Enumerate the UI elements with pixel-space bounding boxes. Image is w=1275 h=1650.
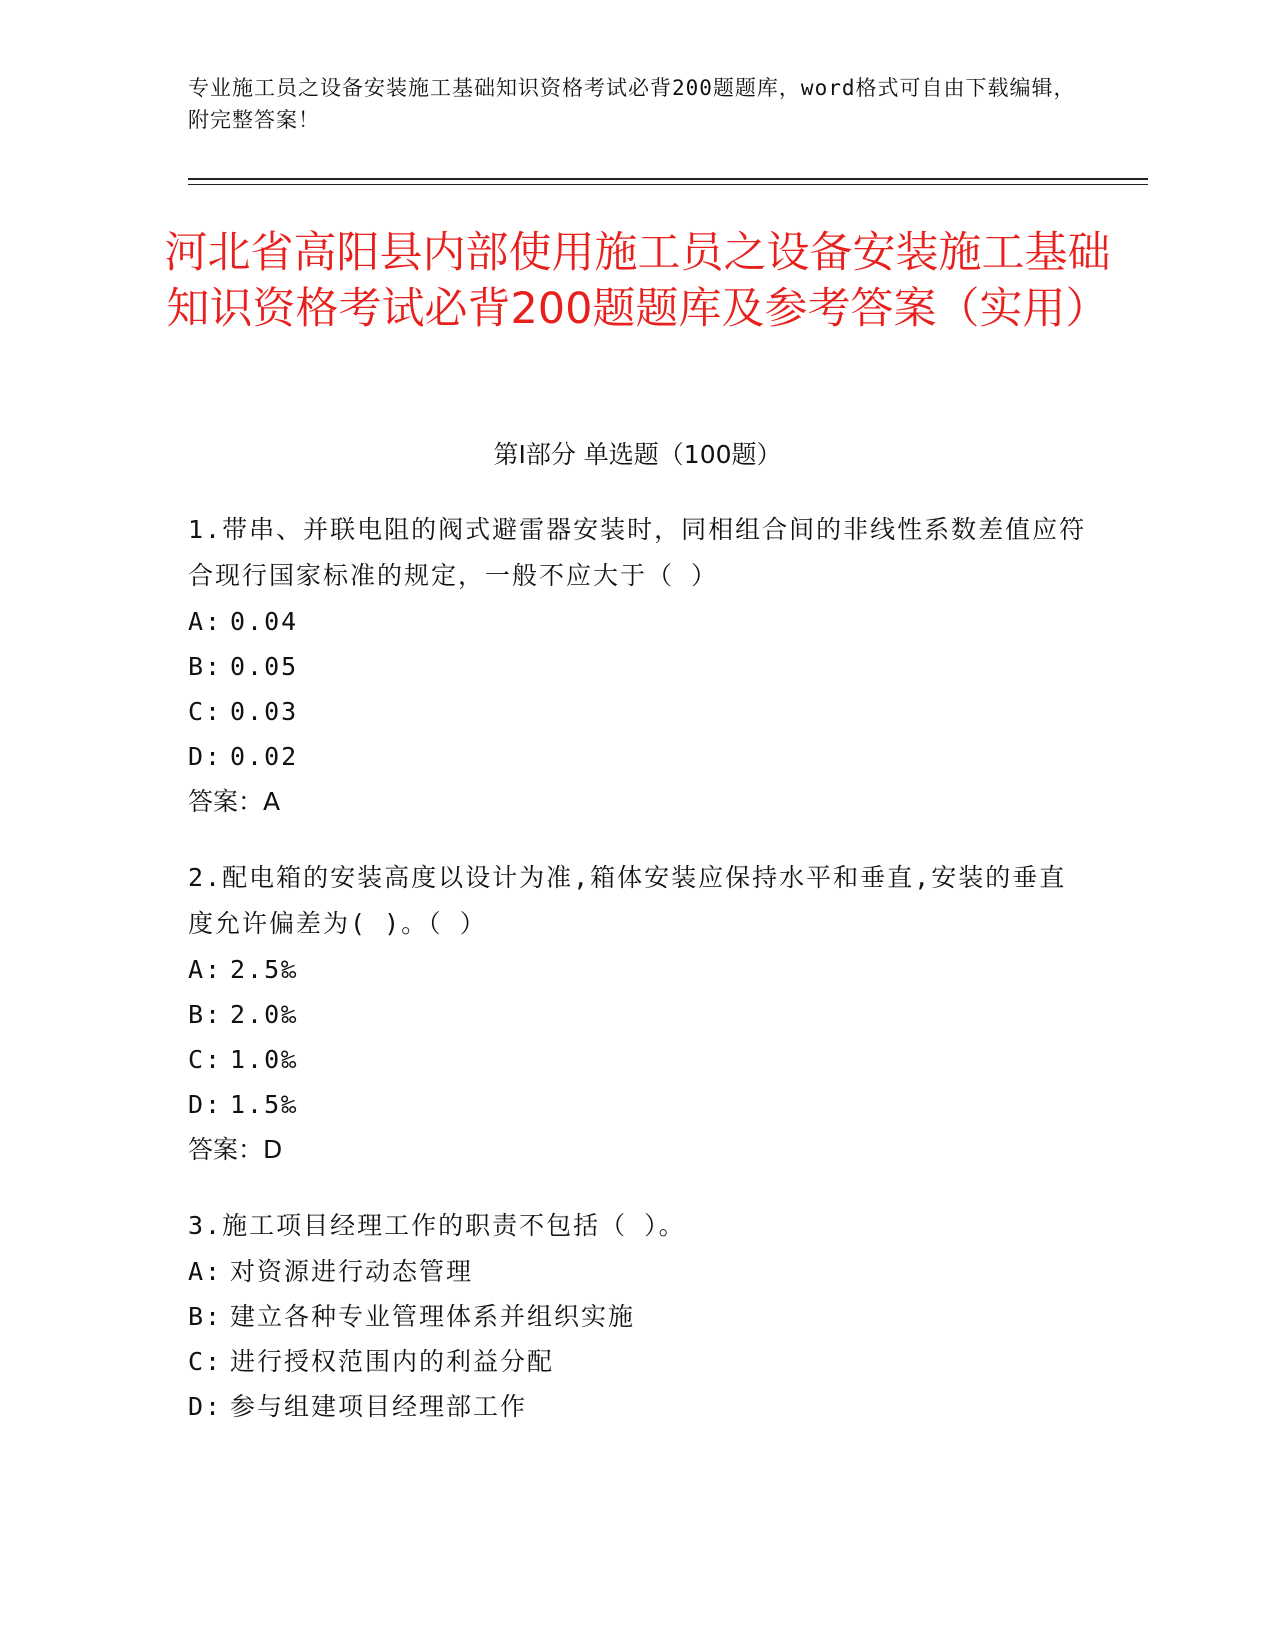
- option-b: [188, 644, 1088, 689]
- question-stem: 2.配电箱的安装高度以设计为准,箱体安装应保持水平和垂直,安装的垂直度允许偏差为( )。（ ）: [188, 863, 1067, 938]
- option-text: 1.0‰: [230, 1045, 299, 1074]
- question-stem: 1.带串、并联电阻的阀式避雷器安装时，同相组合间的非线性系数差值应符合现行国家标准的规定，一般不应大于（ ）: [188, 515, 1087, 590]
- question-3: [188, 1203, 1088, 1429]
- option-text: 参与组建项目经理部工作: [230, 1392, 528, 1421]
- question-2: [188, 855, 1088, 1173]
- question-1: [188, 507, 1088, 825]
- option-d: [188, 734, 1088, 779]
- header-divider-thin: [188, 184, 1148, 185]
- header-note: 专业施工员之设备安装施工基础知识资格考试必背200题题库，word格式可自由下载编辑，附完整答案！: [188, 76, 1076, 132]
- answer-line: 答案：D: [188, 1135, 283, 1164]
- option-text: 建立各种专业管理体系并组织实施: [230, 1302, 636, 1331]
- option-key: D:: [188, 742, 223, 771]
- option-key: C:: [188, 697, 223, 726]
- option-key: B:: [188, 1000, 223, 1029]
- option-b: [188, 992, 1088, 1037]
- option-text: 0.02: [230, 742, 299, 771]
- document-title: 河北省高阳县内部使用施工员之设备安装施工基础知识资格考试必背200题题库及参考答案（实用）: [164, 228, 1111, 334]
- option-d: [188, 1082, 1088, 1127]
- option-key: C:: [188, 1347, 223, 1376]
- option-text: 2.0‰: [230, 1000, 299, 1029]
- option-text: 0.05: [230, 652, 299, 681]
- answer-line: 答案：A: [188, 787, 281, 816]
- option-text: 进行授权范围内的利益分配: [230, 1347, 555, 1376]
- option-text: 0.03: [230, 697, 299, 726]
- option-key: B:: [188, 1302, 223, 1331]
- option-c: [188, 1339, 1088, 1384]
- header-divider-thick: [188, 178, 1148, 180]
- option-c: [188, 689, 1088, 734]
- question-stem: 3.施工项目经理工作的职责不包括（ ）。: [188, 1211, 686, 1240]
- option-key: B:: [188, 652, 223, 681]
- section-heading: 第I部分 单选题（100题）: [493, 440, 782, 469]
- option-key: C:: [188, 1045, 223, 1074]
- option-key: D:: [188, 1090, 223, 1119]
- option-a: [188, 1249, 1088, 1294]
- option-b: [188, 1294, 1088, 1339]
- option-text: 0.04: [230, 607, 299, 636]
- option-key: A:: [188, 1257, 223, 1286]
- option-text: 对资源进行动态管理: [230, 1257, 474, 1286]
- option-text: 1.5‰: [230, 1090, 299, 1119]
- option-key: A:: [188, 955, 223, 984]
- option-a: [188, 599, 1088, 644]
- option-a: [188, 947, 1088, 992]
- option-text: 2.5‰: [230, 955, 299, 984]
- option-c: [188, 1037, 1088, 1082]
- option-key: D:: [188, 1392, 223, 1421]
- option-key: A:: [188, 607, 223, 636]
- option-d: [188, 1384, 1088, 1429]
